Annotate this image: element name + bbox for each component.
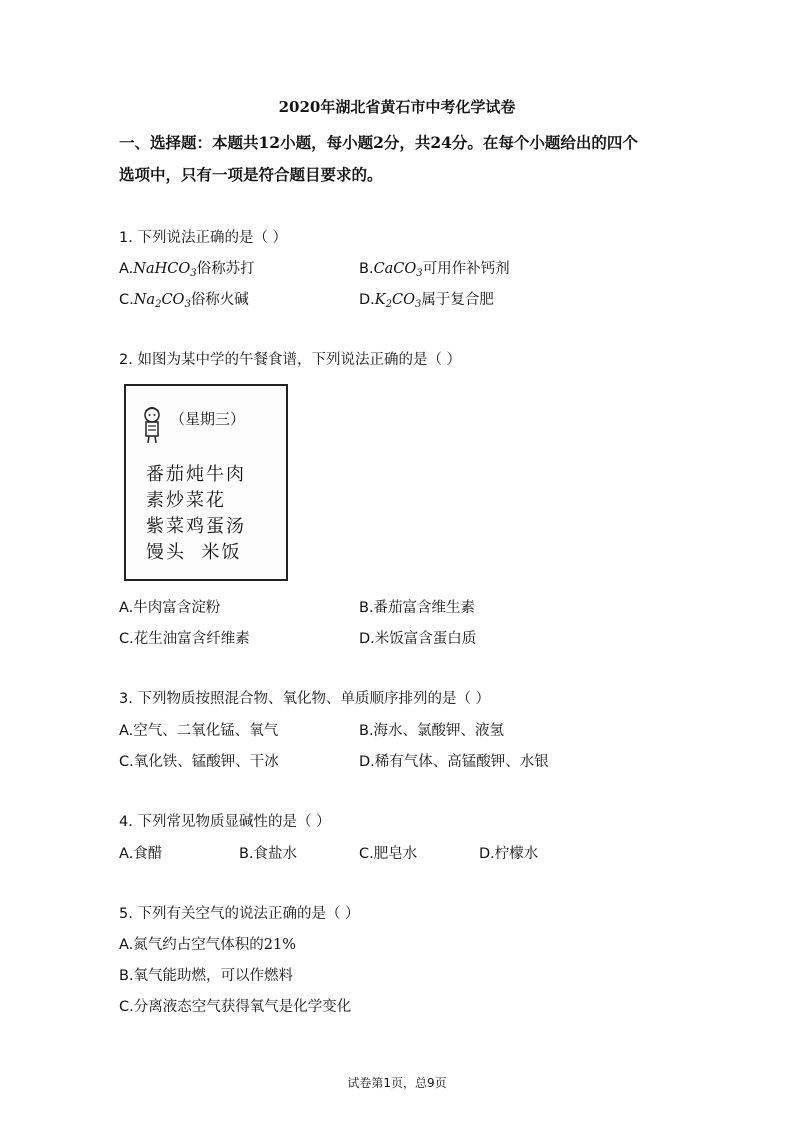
question-4-option-a: A.食醋 [119,846,163,862]
question-4-option-d: D.柠檬水 [479,846,539,862]
question-4-stem: 4. 下列常见物质显碱性的是（ ） [119,814,331,830]
question-3-stem: 3. 下列物质按照混合物、氧化物、单质顺序排列的是（ ） [119,691,491,707]
question-2-option-c: C.花生油富含纤维素 [119,631,250,647]
question-2-option-a: A.牛肉富含淀粉 [119,600,221,616]
question-4-option-b: B.食盐水 [239,846,298,862]
menu-line: 馒头 米饭 [146,542,242,563]
menu-day-label: （星期三） [170,410,246,428]
question-5-option-b: B.氧气能助燃，可以作燃料 [119,968,294,984]
question-3-option-a: A.空气、二氧化锰、氧气 [119,723,279,739]
question-5-option-a: A.氮气约占空气体积的21% [119,937,297,953]
question-3-option-d: D.稀有气体、高锰酸钾、水银 [359,754,549,770]
menu-line: 素炒菜花 [146,490,226,511]
child-figure-icon [140,406,164,444]
question-5-option-c: C.分离液态空气获得氧气是化学变化 [119,999,352,1015]
question-1-option-d: $D.K_2CO_3$属于复合肥 [359,292,494,310]
menu-line: 紫菜鸡蛋汤 [146,516,246,537]
section-heading-line1: 一、选择题：本题共12小题，每小题2分，共24分。在每个小题给出的四个 [119,133,638,152]
question-4-option-c: C.肥皂水 [359,846,418,862]
section-heading-line2: 选项中，只有一项是符合题目要求的。 [119,165,383,184]
question-3-option-c: C.氧化铁、锰酸钾、干冰 [119,754,279,770]
question-2-stem: 2. 如图为某中学的午餐食谱，下列说法正确的是（ ） [119,352,462,368]
menu-line: 番茄炖牛肉 [146,464,246,485]
question-1-option-a: A.NaHCO$_3$俗称苏打 [119,261,255,279]
page-title: 2020年湖北省黄石市中考化学试卷 [278,98,516,116]
question-1-option-b: B.CaCO$_3$可用作补钙剂 [359,261,510,279]
page-footer: 试卷第1页，总9页 [347,1076,447,1090]
question-2-option-d: D.米饭富含蛋白质 [359,631,477,647]
question-2-option-b: B.番茄富含维生素 [359,600,476,616]
question-1-option-c: $C.Na_2CO_3$俗称火碱 [119,292,249,310]
lunch-menu-image [124,384,288,581]
question-5-stem: 5. 下列有关空气的说法正确的是（ ） [119,906,360,922]
question-3-option-b: B.海水、氯酸钾、液氢 [359,723,505,739]
question-1-stem: 1. 下列说法正确的是（ ） [119,230,288,246]
